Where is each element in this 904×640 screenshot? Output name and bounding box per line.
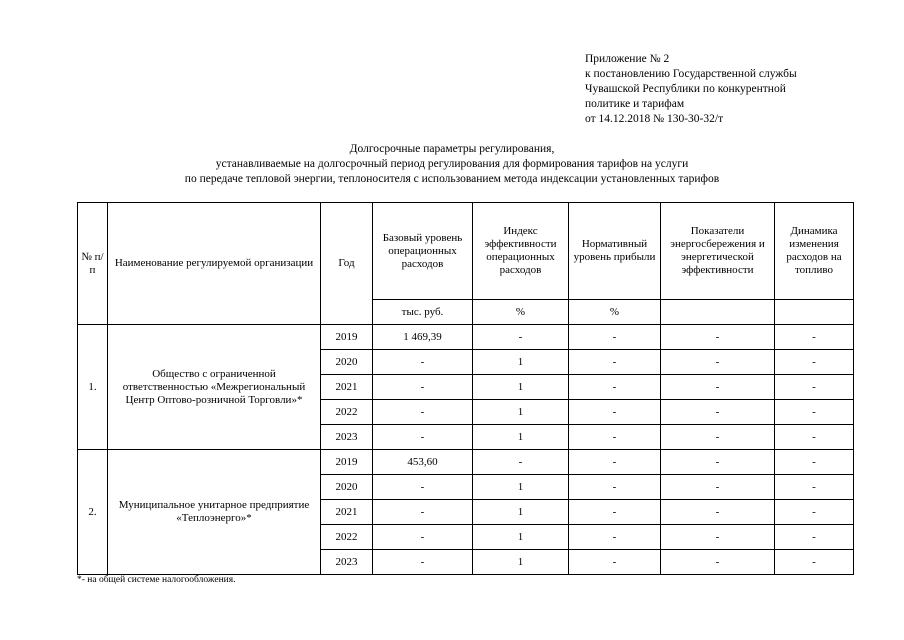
cell-base: 1 469,39 — [373, 325, 473, 350]
header-energy: Показатели энергосбережения и энергетической эффективности — [661, 203, 775, 300]
cell-year: 2020 — [321, 350, 373, 375]
parameters-table — [77, 202, 854, 575]
document-title — [0, 142, 904, 187]
cell-year: 2022 — [321, 400, 373, 425]
cell-energy: - — [661, 400, 775, 425]
cell-index: 1 — [473, 400, 569, 425]
title-line: Долгосрочные параметры регулирования, — [349, 143, 555, 155]
header-year: Год — [321, 203, 373, 325]
cell-profit: - — [569, 525, 661, 550]
cell-base: - — [373, 500, 473, 525]
cell-index: 1 — [473, 350, 569, 375]
cell-year: 2022 — [321, 525, 373, 550]
cell-energy: - — [661, 450, 775, 475]
header-profit: Нормативный уровень прибыли — [569, 203, 661, 300]
cell-fuel: - — [775, 525, 854, 550]
unit-base: тыс. руб. — [373, 300, 473, 325]
appendix-line: политике и тарифам — [585, 98, 685, 110]
header-index: Индекс эффективности операционных расходов — [473, 203, 569, 300]
cell-fuel: - — [775, 425, 854, 450]
unit-index: % — [473, 300, 569, 325]
cell-profit: - — [569, 350, 661, 375]
appendix-line: от 14.12.2018 № 130-30-32/т — [585, 113, 724, 125]
cell-index: 1 — [473, 375, 569, 400]
cell-index: 1 — [473, 550, 569, 575]
cell-fuel: - — [775, 375, 854, 400]
cell-year: 2020 — [321, 475, 373, 500]
org-number: 1. — [78, 325, 108, 450]
cell-energy: - — [661, 500, 775, 525]
cell-profit: - — [569, 475, 661, 500]
cell-year: 2019 — [321, 325, 373, 350]
cell-energy: - — [661, 325, 775, 350]
cell-index: 1 — [473, 525, 569, 550]
cell-fuel: - — [775, 500, 854, 525]
cell-base: - — [373, 525, 473, 550]
cell-year: 2019 — [321, 450, 373, 475]
cell-base: - — [373, 400, 473, 425]
title-line: устанавливаемые на долгосрочный период регулирования для формирования тарифов на услуги — [215, 158, 689, 170]
cell-index: 1 — [473, 425, 569, 450]
unit-energy — [661, 300, 775, 325]
cell-index: - — [473, 325, 569, 350]
cell-profit: - — [569, 450, 661, 475]
cell-fuel: - — [775, 550, 854, 575]
header-row — [78, 203, 854, 300]
appendix-line: Приложение № 2 — [585, 53, 670, 65]
cell-fuel: - — [775, 325, 854, 350]
org-name: Муниципальное унитарное предприятие «Теплоэнерго»* — [108, 450, 321, 575]
cell-base: - — [373, 350, 473, 375]
cell-profit: - — [569, 400, 661, 425]
cell-fuel: - — [775, 350, 854, 375]
cell-profit: - — [569, 425, 661, 450]
cell-index: 1 — [473, 475, 569, 500]
unit-profit: % — [569, 300, 661, 325]
cell-fuel: - — [775, 400, 854, 425]
appendix-line: Чувашской Республики по конкурентной — [585, 83, 786, 95]
header-num: № п/п — [78, 203, 108, 325]
cell-base: - — [373, 550, 473, 575]
table-row — [78, 325, 854, 350]
header-name: Наименование регулируемой организации — [108, 203, 321, 325]
cell-energy: - — [661, 525, 775, 550]
footnote: *- на общей системе налогообложения. — [77, 575, 236, 585]
appendix-line: к постановлению Государственной службы — [585, 68, 797, 80]
header-base: Базовый уровень операционных расходов — [373, 203, 473, 300]
cell-base: - — [373, 425, 473, 450]
cell-energy: - — [661, 350, 775, 375]
cell-index: - — [473, 450, 569, 475]
header-fuel: Динамика изменения расходов на топливо — [775, 203, 854, 300]
cell-profit: - — [569, 500, 661, 525]
cell-fuel: - — [775, 450, 854, 475]
cell-year: 2023 — [321, 550, 373, 575]
cell-profit: - — [569, 375, 661, 400]
cell-year: 2023 — [321, 425, 373, 450]
table-row — [78, 450, 854, 475]
cell-energy: - — [661, 425, 775, 450]
org-number: 2. — [78, 450, 108, 575]
unit-fuel — [775, 300, 854, 325]
appendix-header — [585, 52, 885, 127]
cell-base: - — [373, 375, 473, 400]
cell-energy: - — [661, 475, 775, 500]
cell-year: 2021 — [321, 500, 373, 525]
cell-energy: - — [661, 375, 775, 400]
cell-profit: - — [569, 325, 661, 350]
title-line: по передаче тепловой энергии, теплоносителя с использованием метода индексации установленных тарифов — [184, 173, 720, 185]
cell-profit: - — [569, 550, 661, 575]
cell-base: 453,60 — [373, 450, 473, 475]
cell-year: 2021 — [321, 375, 373, 400]
cell-fuel: - — [775, 475, 854, 500]
cell-index: 1 — [473, 500, 569, 525]
org-name: Общество с ограниченной ответственностью «Межрегиональный Центр Оптово-розничной Торговли»* — [108, 325, 321, 450]
cell-energy: - — [661, 550, 775, 575]
cell-base: - — [373, 475, 473, 500]
